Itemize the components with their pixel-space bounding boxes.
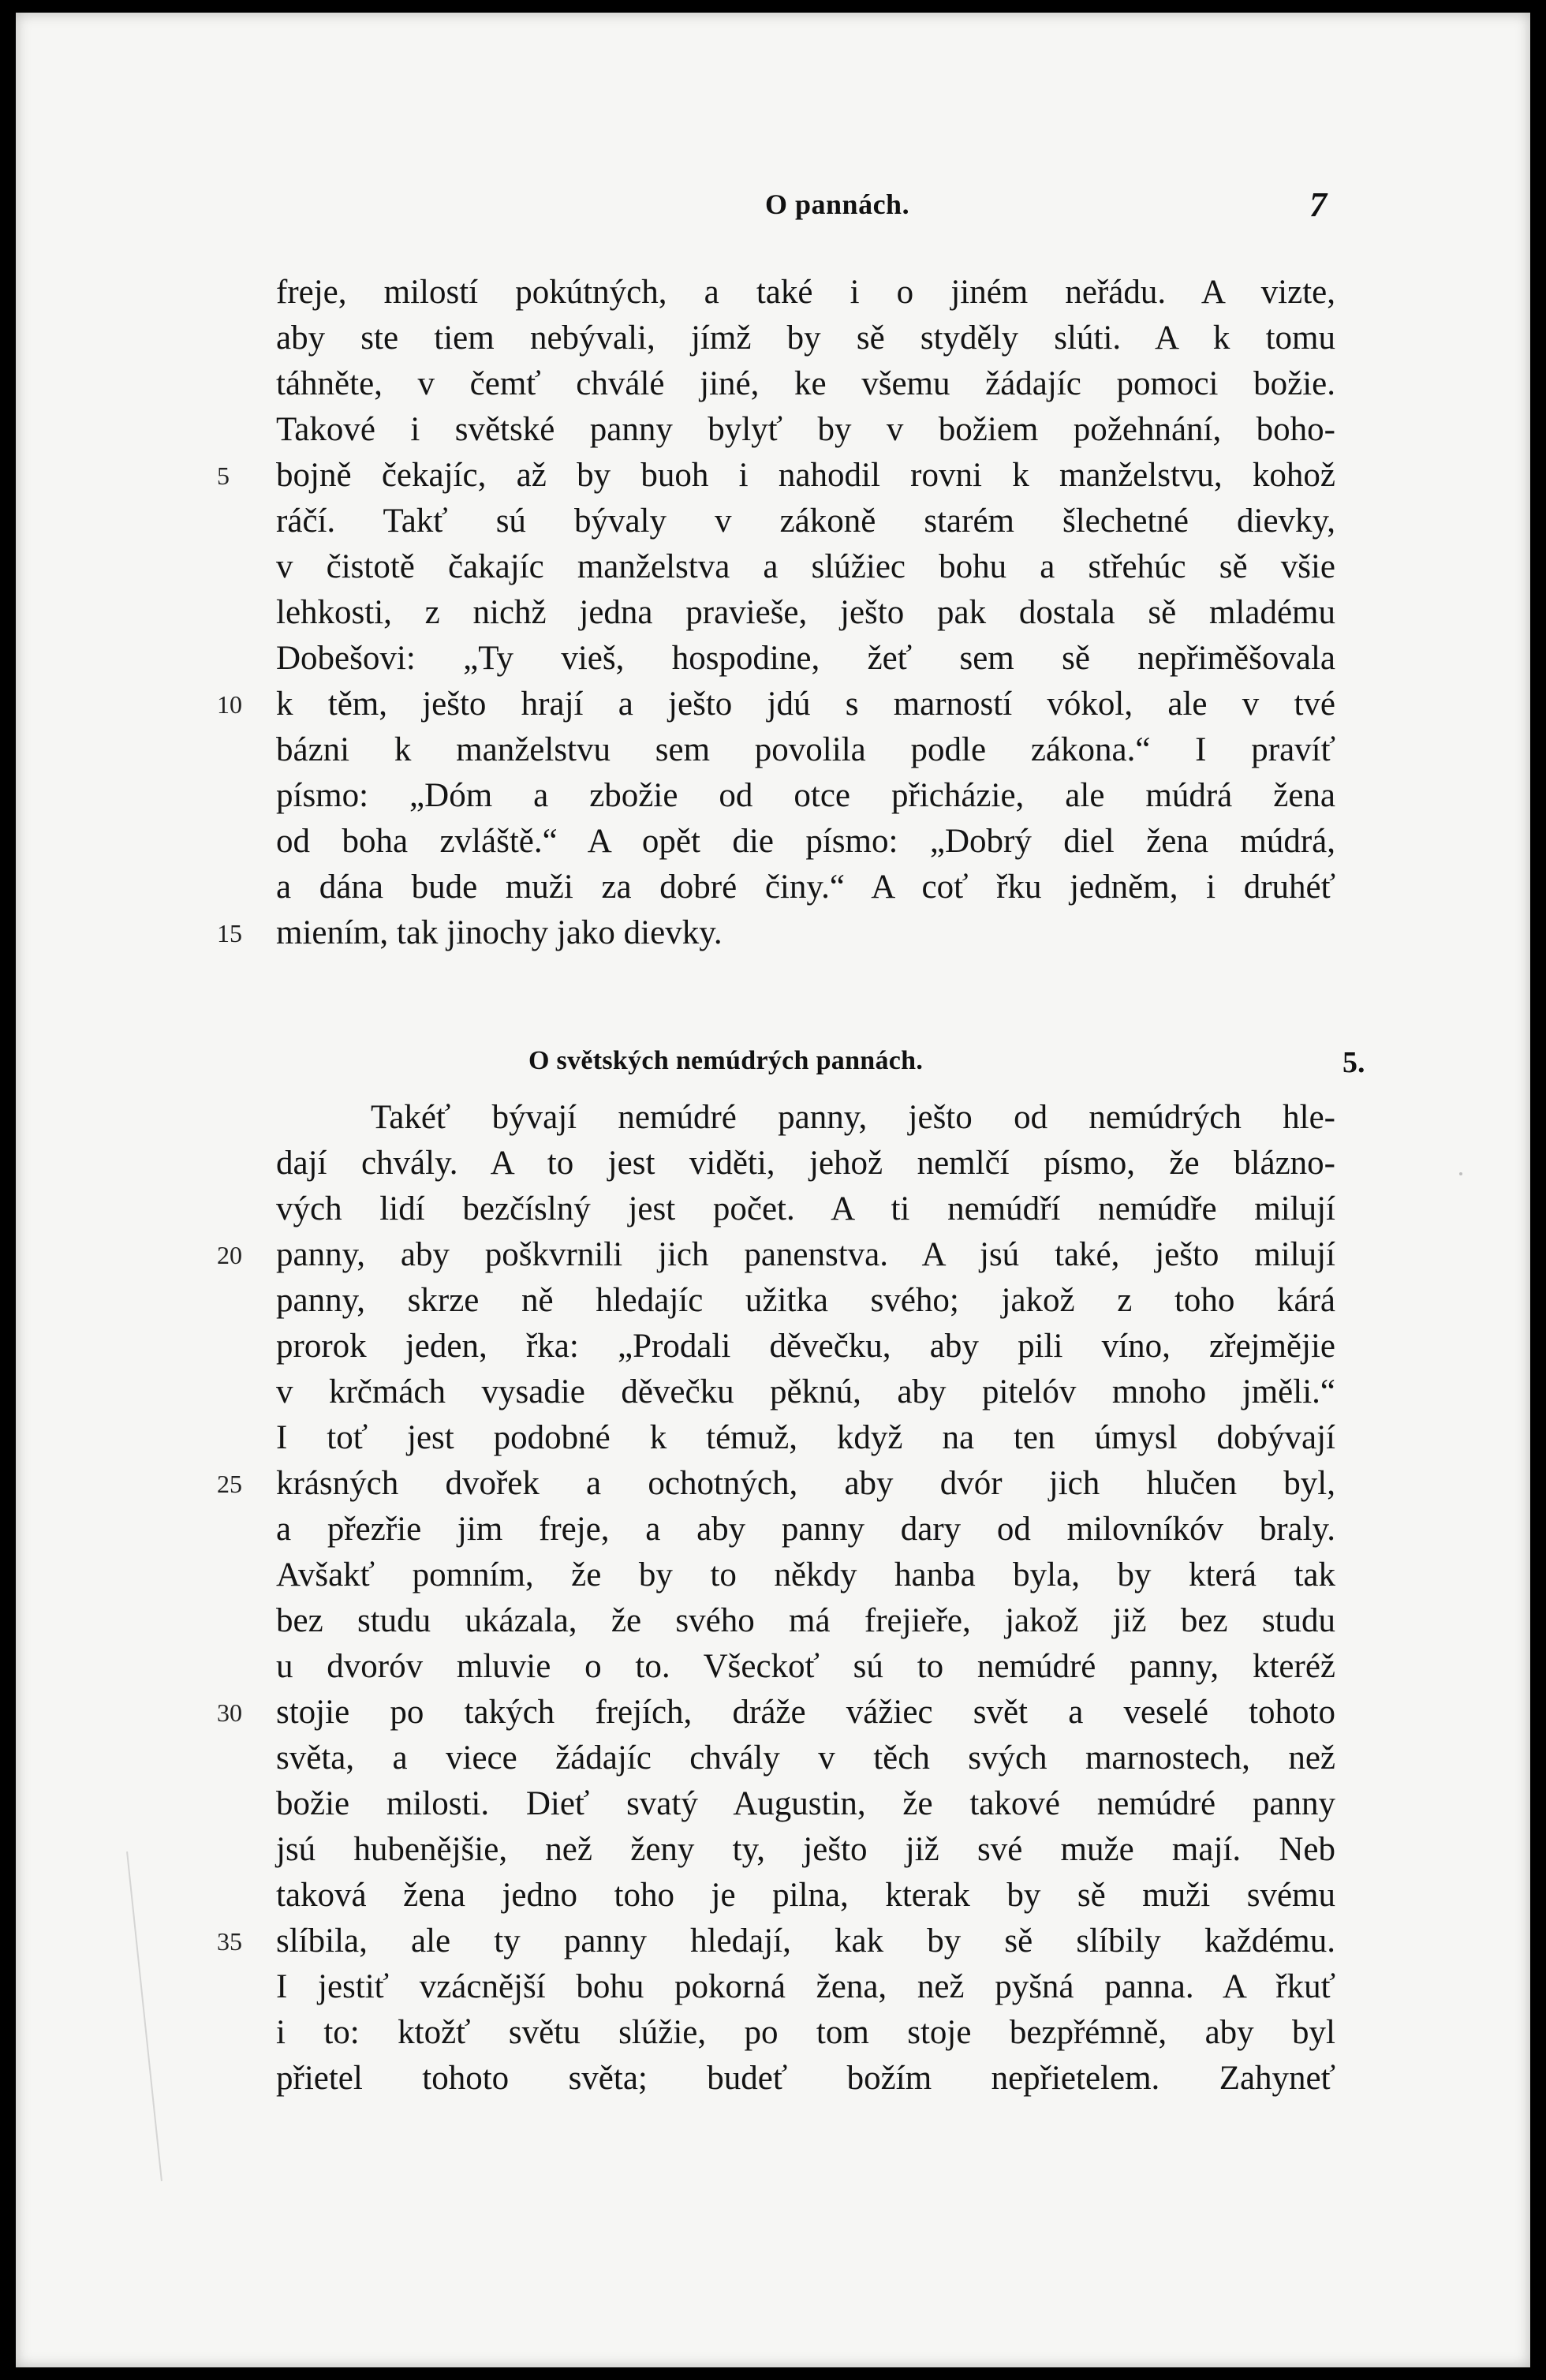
- section-line-6: prorok jeden, řka: „Prodali děvečku, aby pili víno, zřejmějie: [276, 1328, 1335, 1365]
- section-line-19: slíbila, ale ty panny hledají, kak by sě slíbily každému.: [276, 1922, 1335, 1960]
- text-line-9: Dobešovi: „Ty vieš, hospodine, žeť sem sě nepřiměšovala: [276, 640, 1335, 677]
- section-number: 5.: [1342, 1046, 1365, 1079]
- text-line-12: písmo: „Dóm a zbožie od otce přicházie, ale múdrá žena: [276, 777, 1335, 814]
- section-line-18: taková žena jedno toho je pilna, kterak by sě muži svému: [276, 1877, 1335, 1914]
- section-line-15: světa, a viece žádajíc chvály v těch svých marnostech, než: [276, 1739, 1335, 1777]
- section-line-16: božie milosti. Dieť svatý Augustin, že takové nemúdré panny: [276, 1785, 1335, 1822]
- section-line-8: I toť jest podobné k témuž, když na ten úmysl dobývají: [276, 1419, 1335, 1456]
- page-number: 7: [1309, 185, 1327, 224]
- section-line-10: a přezřie jim freje, a aby panny dary od milovníkóv braly.: [276, 1511, 1335, 1548]
- section-line-20: I jestiť vzácnější bohu pokorná žena, než pyšná panna. A řkuť: [276, 1968, 1335, 2005]
- section-line-9: krásných dvořek a ochotných, aby dvór jich hlučen byl,: [276, 1465, 1335, 1502]
- section-line-12: bez studu ukázala, že svého má frejieře, jakož již bez studu: [276, 1602, 1335, 1639]
- section-line-2: dají chvály. A to jest viděti, jehož nemlčí písmo, že blázno-: [276, 1145, 1335, 1182]
- text-line-5: bojně čekajíc, až by buoh i nahodil rovni k manželstvu, kohož: [276, 457, 1335, 494]
- line-number-20: 20: [217, 1241, 242, 1269]
- margin-speck: [1459, 1172, 1462, 1175]
- running-title: O pannách.: [765, 189, 910, 220]
- section-line-1: Takéť bývají nemúdré panny, ješto od nemúdrých hle-: [371, 1099, 1335, 1136]
- section-line-14: stojie po takých frejích, dráže vážiec svět a veselé tohoto: [276, 1694, 1335, 1731]
- section-line-11: Avšakť pomním, že by to někdy hanba byla, by která tak: [276, 1556, 1335, 1594]
- line-number-30: 30: [217, 1698, 242, 1727]
- text-line-6: ráčí. Takť sú bývaly v zákoně starém šlechetné dievky,: [276, 503, 1335, 540]
- section-line-3: vých lidí bezčíslný jest počet. A ti nemúdří nemúdře milují: [276, 1190, 1335, 1227]
- line-number-10: 10: [217, 690, 242, 719]
- text-line-13: od boha zvláště.“ A opět die písmo: „Dobrý diel žena múdrá,: [276, 823, 1335, 860]
- running-head: [16, 185, 1530, 227]
- section-line-13: u dvoróv mluvie o to. Všeckoť sú to nemúdré panny, kteréž: [276, 1648, 1335, 1685]
- line-number-5: 5: [217, 461, 230, 490]
- book-page: [16, 13, 1530, 2367]
- text-line-10: k těm, ješto hrají a ješto jdú s marností vókol, ale v tvé: [276, 686, 1335, 723]
- text-line-15: miením, tak jinochy jako dievky.: [276, 914, 723, 951]
- text-line-4: Takové i světské panny bylyť by v božiem požehnání, boho-: [276, 411, 1335, 448]
- section-line-22: přietel tohoto světa; budeť božím nepřietelem. Zahyneť: [276, 2060, 1335, 2097]
- section-line-4: panny, aby poškvrnili jich panenstva. A jsú také, ješto milují: [276, 1236, 1335, 1273]
- section-heading: O světských nemúdrých pannách.: [528, 1046, 924, 1075]
- text-line-7: v čistotě čakajíc manželstva a slúžiec bohu a střehúc sě všie: [276, 548, 1335, 585]
- section-line-17: jsú hubenějšie, než ženy ty, ješto již své muže mají. Neb: [276, 1831, 1335, 1868]
- line-number-25: 25: [217, 1470, 242, 1498]
- text-line-1: freje, milostí pokútných, a také i o jiném neřádu. A vizte,: [276, 274, 1335, 311]
- line-number-35: 35: [217, 1927, 242, 1956]
- section-line-5: panny, skrze ně hledajíc užitka svého; jakož z toho kárá: [276, 1282, 1335, 1319]
- text-line-8: lehkosti, z nichž jedna pravieše, ješto pak dostala sě mladému: [276, 594, 1335, 631]
- margin-scan-mark: [126, 1851, 162, 2181]
- text-line-14: a dána bude muži za dobré činy.“ A coť řku jedněm, i druhéť: [276, 869, 1335, 906]
- section-line-21: i to: ktožť světu slúžie, po tom stoje bezpřémně, aby byl: [276, 2014, 1335, 2051]
- line-number-15: 15: [217, 919, 242, 947]
- text-line-11: bázni k manželstvu sem povolila podle zákona.“ I pravíť: [276, 731, 1335, 768]
- text-line-2: aby ste tiem nebývali, jímž by sě styděly slúti. A k tomu: [276, 319, 1335, 357]
- text-line-3: táhněte, v čemť chválé jiné, ke všemu žádajíc pomoci božie.: [276, 365, 1335, 402]
- section-line-7: v krčmách vysadie děvečku pěknú, aby pitelóv mnoho jměli.“: [276, 1373, 1335, 1410]
